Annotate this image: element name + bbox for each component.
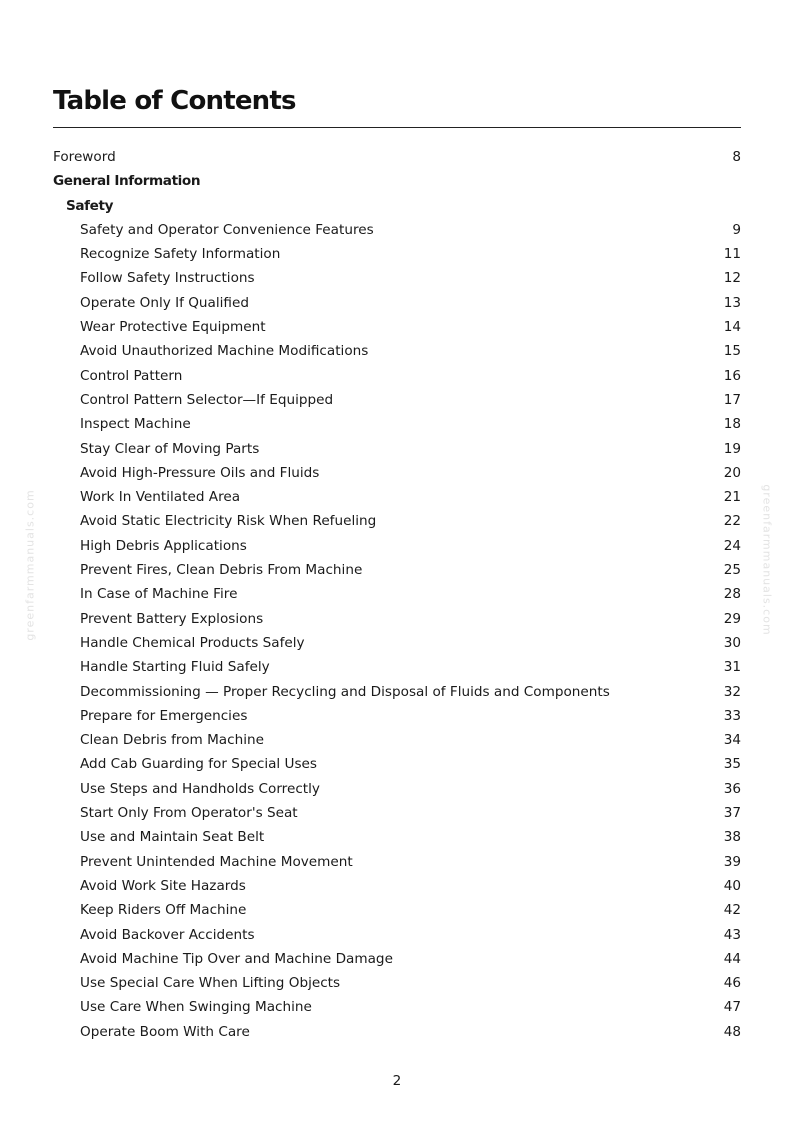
toc-entry-title: Avoid Work Site Hazards (80, 877, 246, 894)
toc-entry[interactable] (53, 582, 741, 606)
toc-entry[interactable] (53, 242, 741, 266)
toc-entry[interactable] (53, 339, 741, 363)
toc-entry[interactable] (53, 728, 741, 752)
toc-entry-title: Recognize Safety Information (80, 246, 281, 263)
toc-entry-title: Operate Boom With Care (80, 1023, 250, 1040)
toc-entry-title: Prevent Unintended Machine Movement (80, 853, 353, 870)
toc-entry-page: 21 (723, 489, 741, 506)
toc-entry-title: Wear Protective Equipment (80, 319, 266, 336)
toc-entry-page: 29 (723, 610, 741, 627)
toc-entry-title: General Information (53, 173, 201, 190)
toc-entry-title: Avoid Machine Tip Over and Machine Damage (80, 950, 393, 967)
toc-entry[interactable] (53, 412, 741, 436)
toc-entry[interactable] (53, 145, 741, 169)
toc-entry[interactable] (53, 971, 741, 995)
toc-entry-page: 48 (723, 1023, 741, 1040)
toc-entry-page: 35 (723, 756, 741, 773)
toc-entry[interactable] (53, 437, 741, 461)
toc-entry-page: 12 (723, 270, 741, 287)
toc-entry-title: Prepare for Emergencies (80, 707, 248, 724)
toc-entry[interactable] (53, 266, 741, 290)
toc-entry-title: Control Pattern Selector—If Equipped (80, 391, 334, 408)
toc-entry[interactable] (53, 558, 741, 582)
toc-entry[interactable] (53, 923, 741, 947)
toc-entry-page: 40 (723, 877, 741, 894)
toc-entry-title: Add Cab Guarding for Special Uses (80, 756, 318, 773)
toc-entry-page: 9 (732, 221, 741, 238)
toc-entry[interactable] (53, 947, 741, 971)
toc-entry-page: 18 (723, 416, 741, 433)
toc-entry-title: Handle Starting Fluid Safely (80, 659, 270, 676)
toc-entry-title: Handle Chemical Products Safely (80, 634, 305, 651)
toc-entry[interactable] (53, 315, 741, 339)
toc-entry[interactable] (53, 461, 741, 485)
toc-entry-page: 25 (723, 562, 741, 579)
toc-entry[interactable] (53, 534, 741, 558)
toc-entry[interactable] (53, 1020, 741, 1044)
toc-entry-title: Follow Safety Instructions (80, 270, 255, 287)
toc-entry-title: Avoid Unauthorized Machine Modifications (80, 343, 369, 360)
toc-list (53, 145, 741, 1044)
toc-entry[interactable] (53, 874, 741, 898)
watermark-left: greenfarmmanuals.com (23, 489, 37, 641)
toc-entry-title: Use Care When Swinging Machine (80, 999, 312, 1016)
toc-entry[interactable] (53, 825, 741, 849)
toc-entry-title: Decommissioning — Proper Recycling and Disposal of Fluids and Components (80, 683, 610, 700)
toc-entry-page: 34 (723, 732, 741, 749)
toc-entry-page: 43 (723, 926, 741, 943)
toc-entry[interactable] (53, 509, 741, 533)
toc-entry-title: Clean Debris from Machine (80, 732, 264, 749)
toc-entry-page: 16 (723, 367, 741, 384)
toc-entry-page: 38 (723, 829, 741, 846)
toc-entry-title: Prevent Fires, Clean Debris From Machine (80, 562, 363, 579)
toc-entry-title: Safety and Operator Convenience Features (80, 221, 374, 238)
toc-entry[interactable] (53, 291, 741, 315)
toc-entry-title: Control Pattern (80, 367, 183, 384)
toc-entry[interactable] (53, 388, 741, 412)
toc-entry-title: Safety (66, 197, 114, 214)
toc-entry-page: 14 (723, 319, 741, 336)
toc-entry-page: 39 (723, 853, 741, 870)
toc-entry[interactable] (53, 680, 741, 704)
toc-entry[interactable] (53, 898, 741, 922)
toc-entry[interactable] (53, 704, 741, 728)
toc-entry-page: 17 (723, 391, 741, 408)
toc-entry[interactable] (53, 218, 741, 242)
toc-entry-title: Avoid Backover Accidents (80, 926, 255, 943)
toc-entry-page: 31 (723, 659, 741, 676)
toc-entry-title: Use Special Care When Lifting Objects (80, 975, 341, 992)
title-divider (53, 127, 741, 128)
toc-section-heading[interactable] (53, 194, 741, 218)
toc-entry-page: 15 (723, 343, 741, 360)
toc-entry-page: 11 (723, 246, 741, 263)
page-title: Table of Contents (53, 86, 296, 116)
toc-entry-title: Work In Ventilated Area (80, 489, 241, 506)
toc-entry-title: Stay Clear of Moving Parts (80, 440, 260, 457)
toc-entry[interactable] (53, 485, 741, 509)
toc-entry[interactable] (53, 631, 741, 655)
toc-entry-title: Avoid Static Electricity Risk When Refueling (80, 513, 377, 530)
toc-entry-page: 28 (723, 586, 741, 603)
toc-entry[interactable] (53, 995, 741, 1019)
toc-entry[interactable] (53, 801, 741, 825)
toc-entry-page: 13 (723, 294, 741, 311)
toc-entry-title: Use and Maintain Seat Belt (80, 829, 265, 846)
toc-entry[interactable] (53, 850, 741, 874)
toc-entry-title: In Case of Machine Fire (80, 586, 238, 603)
toc-entry-page: 22 (723, 513, 741, 530)
toc-entry-page: 36 (723, 780, 741, 797)
toc-entry-page: 24 (723, 537, 741, 554)
toc-entry-page: 42 (723, 902, 741, 919)
toc-entry-page: 8 (732, 149, 741, 165)
toc-entry[interactable] (53, 752, 741, 776)
toc-entry-page: 46 (723, 975, 741, 992)
toc-entry-page: 47 (723, 999, 741, 1016)
toc-entry[interactable] (53, 777, 741, 801)
toc-entry-page: 33 (723, 707, 741, 724)
toc-entry-title: Foreword (53, 149, 116, 165)
toc-entry-page: 30 (723, 634, 741, 651)
page-number: 2 (392, 1073, 402, 1089)
toc-entry-page: 19 (723, 440, 741, 457)
toc-entry[interactable] (53, 607, 741, 631)
toc-entry-title: High Debris Applications (80, 537, 247, 554)
watermark-right: greenfarmmanuals.com (760, 484, 774, 636)
toc-entry-page: 32 (723, 683, 741, 700)
toc-entry-title: Avoid High-Pressure Oils and Fluids (80, 464, 320, 481)
toc-entry-title: Start Only From Operator's Seat (80, 805, 298, 822)
toc-entry-page: 44 (723, 950, 741, 967)
toc-entry-title: Keep Riders Off Machine (80, 902, 247, 919)
toc-entry-title: Operate Only If Qualified (80, 294, 249, 311)
toc-entry[interactable] (53, 655, 741, 679)
toc-entry[interactable] (53, 364, 741, 388)
toc-entry-title: Prevent Battery Explosions (80, 610, 264, 627)
toc-entry-page: 37 (723, 805, 741, 822)
toc-entry-page: 20 (723, 464, 741, 481)
toc-entry-title: Use Steps and Handholds Correctly (80, 780, 320, 797)
toc-entry-title: Inspect Machine (80, 416, 191, 433)
toc-section-heading[interactable] (53, 169, 741, 193)
